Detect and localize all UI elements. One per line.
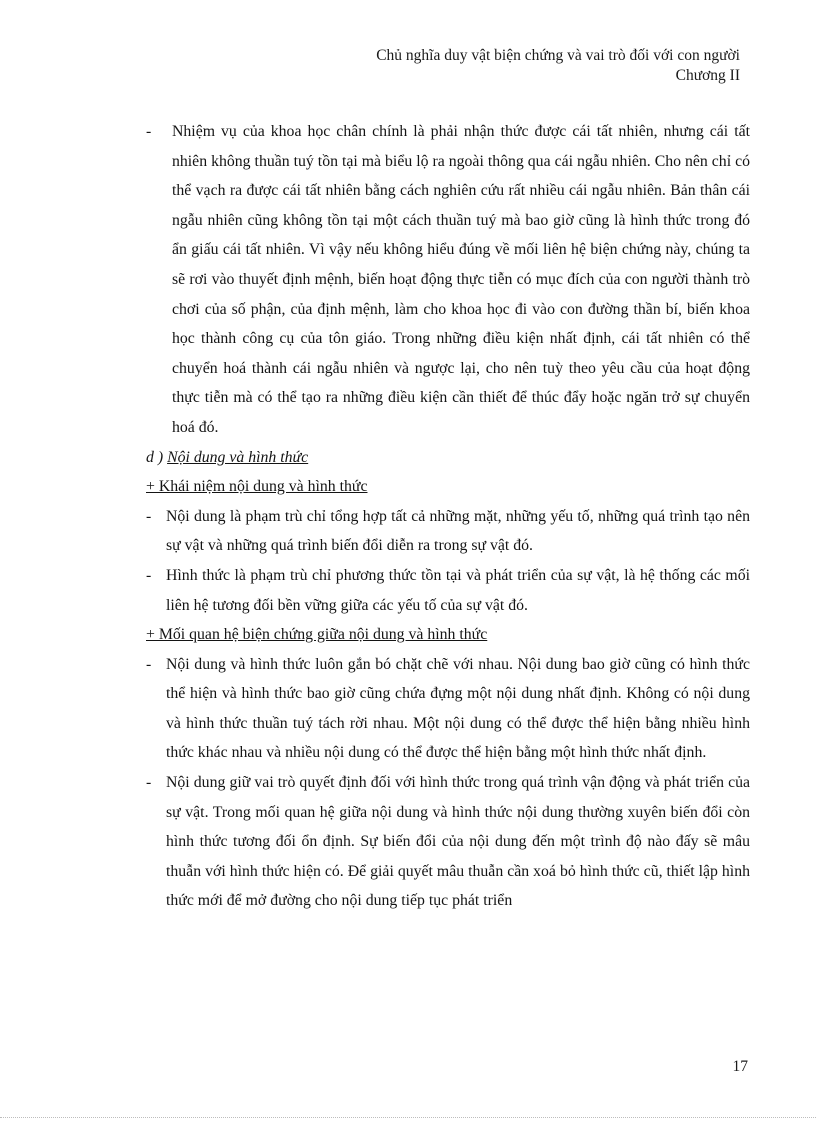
relation-point-2 (146, 768, 750, 916)
footer-dotted-rule (0, 1117, 816, 1118)
section-prefix: d ) (146, 448, 164, 466)
bullet-dash: - (146, 774, 152, 792)
bullet-dash: - (146, 123, 152, 140)
definition-content (146, 502, 750, 561)
body-text (146, 117, 750, 916)
section-title: Nội dung và hình thức (167, 448, 309, 466)
relation-point-1 (146, 650, 750, 768)
definition-content-text: Nội dung là phạm trù chỉ tổng hợp tất cả những mặt, những yếu tố, những quá trình tạo nên sự vật và những quá trình biến đổi diễn ra trong sự vật đó. (166, 507, 750, 555)
bullet-dash: - (146, 566, 152, 584)
relation-point-1-text: Nội dung và hình thức luôn gắn bó chặt chẽ với nhau. Nội dung bao giờ cũng có hình thức thể hiện và hình thức bao giờ cũng chứa đựng một nội dung nhất định. Không có nội dung và hình thức thuần tuý tách rời nhau. Một nội dung có thể được thể hiện bằng nhiều hình thức khác nhau và nhiều nội dung có thể được thể hiện bằng một hình thức nhất định. (166, 655, 750, 762)
subheading-concept-text: + Khái niệm nội dung và hình thức (146, 478, 368, 496)
bullet-dash: - (146, 507, 152, 525)
subheading-concept (146, 472, 750, 502)
page-number: 17 (732, 1058, 748, 1075)
definition-form (146, 561, 750, 620)
paragraph-necessity (146, 117, 750, 443)
header-chapter: Chương II (675, 67, 740, 84)
section-heading-d (146, 443, 750, 473)
header-title: Chủ nghĩa duy vật biện chứng và vai trò đối với con người (376, 47, 740, 64)
relation-point-2-text: Nội dung giữ vai trò quyết định đối với hình thức trong quá trình vận động và phát triển của sự vật. Trong mối quan hệ giữa nội dung và hình thức nội dung thường xuyên biến đổi còn hình thức tương đối ổn định. Sự biến đổi của nội dung đến một trình độ nào đấy sẽ mâu thuẫn với hình thức hiện có. Để giải quyết mâu thuẫn cần xoá bỏ hình thức cũ, thiết lập hình thức mới để mở đường cho nội dung tiếp tục phát triển (166, 774, 750, 910)
paragraph-text: Nhiệm vụ của khoa học chân chính là phải nhận thức được cái tất nhiên, nhưng cái tất nhiên không thuần tuý tồn tại mà biểu lộ ra ngoài thông qua cái ngẫu nhiên. Cho nên chỉ có thể vạch ra được cái tất nhiên bằng cách nghiên cứu rất nhiều cái ngẫu nhiên. Bản thân cái ngẫu nhiên cũng không tồn tại một cách thuần tuý mà bao giờ cũng là hình thức trong đó ẩn giấu cái tất nhiên. Vì vậy nếu không hiểu đúng về mối liên hệ biện chứng này, chúng ta sẽ rơi vào thuyết định mệnh, biến hoạt động thực tiễn có mục đích của con người thành trò chơi của số phận, của định mệnh, làm cho khoa học đi vào con đường thần bí, biến khoa học thành công cụ của tôn giáo. Trong những điều kiện nhất định, cái tất nhiên có thể chuyển hoá thành cái ngẫu nhiên và ngược lại, cho nên tuỳ theo yêu cầu của hoạt động thực tiễn mà có thể tạo ra những điều kiện cần thiết để thúc đẩy hoặc ngăn trở sự chuyển hoá đó. (172, 123, 750, 436)
definition-form-text: Hình thức là phạm trù chỉ phương thức tồn tại và phát triển của sự vật, là hệ thống các mối liên hệ tương đối bền vững giữa các yếu tố của sự vật đó. (166, 566, 750, 614)
subheading-relation-text: + Mối quan hệ biện chứng giữa nội dung và hình thức (146, 626, 488, 644)
running-header (376, 46, 740, 86)
bullet-dash: - (146, 655, 152, 673)
subheading-relation (146, 620, 750, 650)
